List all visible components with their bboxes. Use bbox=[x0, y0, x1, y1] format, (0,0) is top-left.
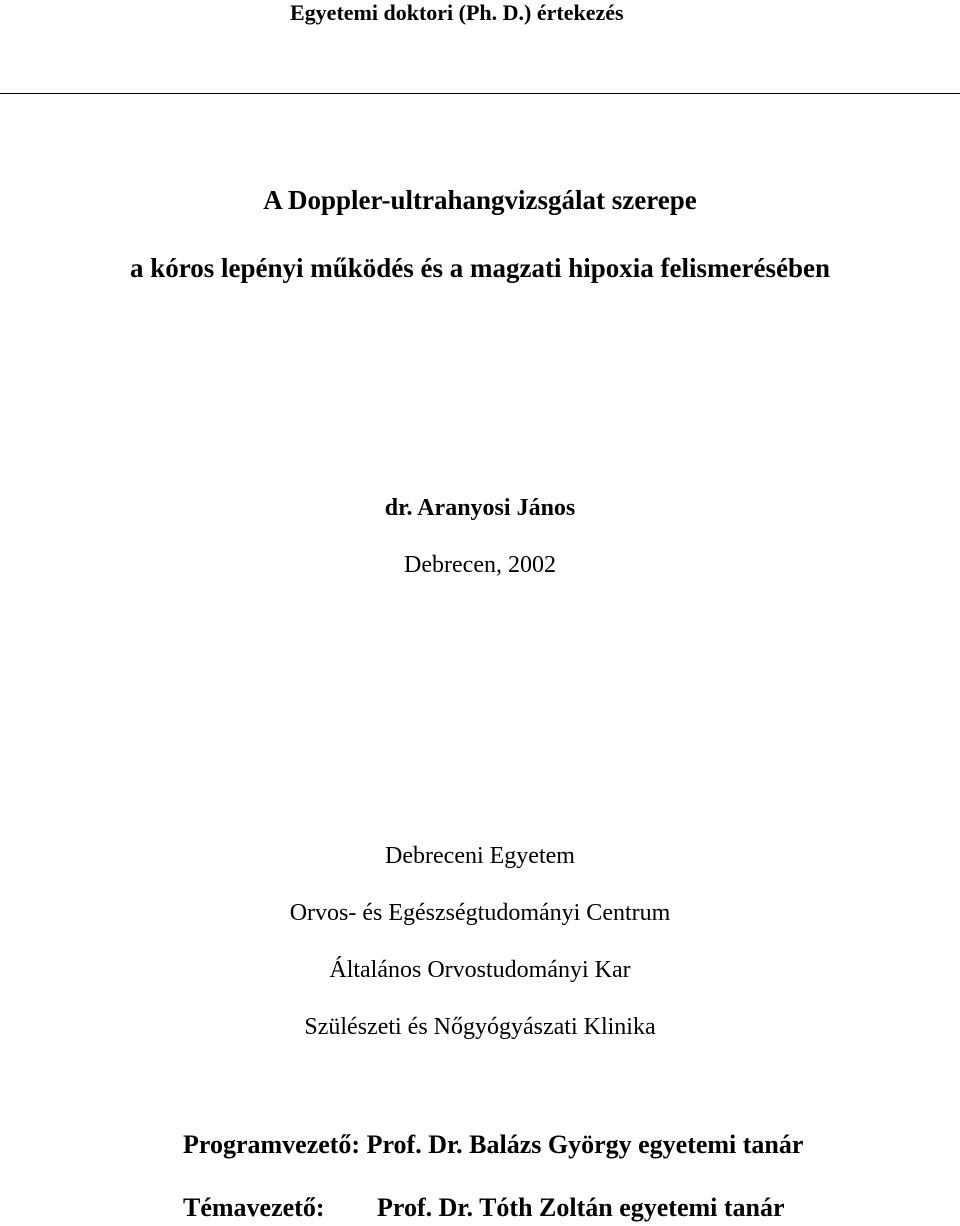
advisor-name: Prof. Dr. Tóth Zoltán egyetemi tanár bbox=[377, 1193, 785, 1222]
author-name: dr. Aranyosi János bbox=[384, 495, 576, 521]
header-divider bbox=[0, 93, 960, 94]
running-header: Egyetemi doktori (Ph. D.) értekezés bbox=[290, 0, 624, 25]
thesis-title-line-2: a kóros lepényi működés és a magzati hipoxia felismerésében bbox=[130, 253, 830, 283]
program-leader: Programvezető: Prof. Dr. Balázs György egyetemi tanár bbox=[183, 1130, 804, 1159]
institution-faculty: Általános Orvostudományi Kar bbox=[329, 957, 631, 983]
advisor-label: Témavezető: bbox=[183, 1193, 325, 1222]
institution-university: Debreceni Egyetem bbox=[385, 843, 575, 869]
institution-centre: Orvos- és Egészségtudományi Centrum bbox=[289, 900, 671, 926]
institution-clinic: Szülészeti és Nőgyógyászati Klinika bbox=[304, 1014, 656, 1040]
thesis-title-line-1: A Doppler-ultrahangvizsgálat szerepe bbox=[263, 185, 697, 215]
place-and-year: Debrecen, 2002 bbox=[404, 552, 556, 578]
